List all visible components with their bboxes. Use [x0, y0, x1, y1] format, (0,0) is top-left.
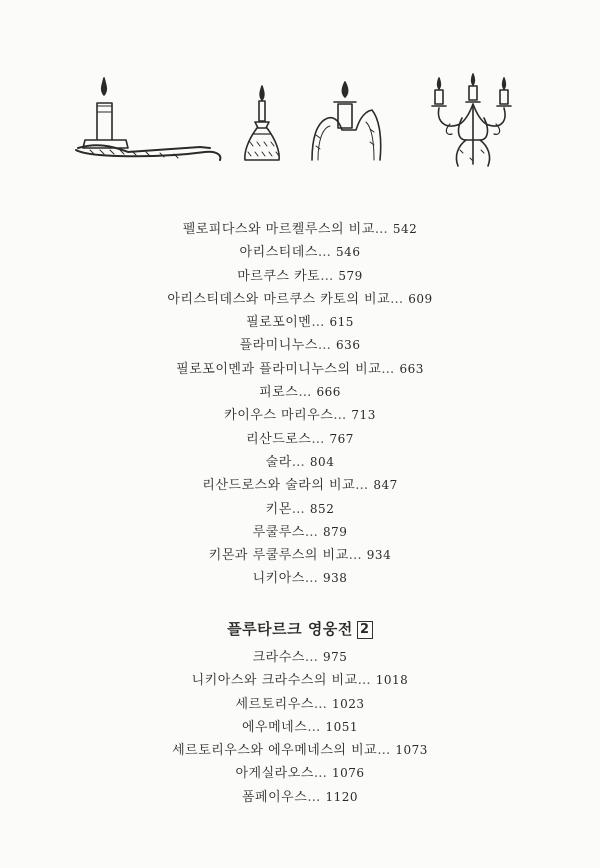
- toc-entry: [0, 451, 600, 474]
- toc-entry-separator: …: [313, 696, 328, 712]
- toc-entry: [0, 567, 600, 590]
- toc-entry-separator: …: [355, 478, 369, 494]
- toc-entry-separator: …: [298, 385, 312, 401]
- toc-entry: [0, 521, 600, 544]
- toc-entry: [0, 334, 600, 357]
- toc-entry: [0, 693, 600, 716]
- toc-entry-separator: …: [304, 571, 319, 587]
- toc-entry: [0, 786, 600, 809]
- toc-entry-title: 니키아스: [252, 571, 305, 587]
- toc-entry: [0, 288, 600, 311]
- candelabra-icon: [432, 74, 511, 166]
- toc-entry-title: 니키아스와 크라수스의 비교: [191, 673, 358, 689]
- toc-entry-title: 키몬과 루쿨루스의 비교: [208, 548, 349, 564]
- toc-entry-separator: …: [307, 719, 321, 735]
- candlesticks-illustration: [0, 0, 600, 200]
- toc-entry-separator: …: [374, 222, 389, 237]
- toc-entry-separator: …: [313, 766, 328, 782]
- toc-entry-title: 키몬: [265, 501, 292, 517]
- toc-entry-page: 609: [408, 291, 433, 306]
- toc-entry-separator: …: [377, 743, 391, 759]
- toc-entry-separator: …: [317, 338, 332, 354]
- toc-entry-page: 804: [309, 454, 335, 469]
- toc-entry-page: 636: [336, 338, 361, 353]
- toc-entry-separator: …: [311, 315, 325, 331]
- toc-entry-page: 938: [322, 571, 348, 586]
- toc-entry-separator: …: [304, 650, 319, 665]
- toc-entry-title: 피로스: [259, 385, 299, 401]
- toc-entry-page: 546: [336, 245, 361, 260]
- toc-entry: [0, 669, 600, 692]
- toc-entry-separator: …: [320, 268, 334, 284]
- volume-title: 플루타르크 영웅전: [227, 620, 353, 638]
- toc-entry-page: 767: [329, 431, 354, 446]
- toc-entry-page: 1051: [325, 719, 358, 734]
- toc-entry: [0, 762, 600, 785]
- toc-entry-separator: …: [390, 291, 404, 307]
- toc-entry: [0, 716, 600, 739]
- toc-entry-page: 1023: [331, 696, 365, 711]
- toc-entry-page: 1120: [325, 789, 358, 804]
- volume-heading: [0, 618, 600, 639]
- toc-entry-title: 세르토리우스: [235, 696, 314, 712]
- toc-entry-title: 에우메네스: [242, 719, 308, 735]
- toc-entry-title: 아리스티데스와 마르쿠스 카토의 비교: [167, 291, 391, 307]
- toc-entry-page: 1076: [331, 766, 365, 781]
- toc-entry: [0, 381, 600, 404]
- toc-entry-page: 579: [338, 268, 363, 283]
- toc-entry-page: 879: [322, 524, 348, 539]
- toc-entry-separator: …: [291, 501, 306, 517]
- toc-entry-page: 934: [366, 548, 392, 563]
- toc-entry-page: 615: [329, 315, 354, 330]
- toc-entry: [0, 311, 600, 334]
- chamberstick-icon: [76, 78, 220, 160]
- toc-entry-title: 필로포이멘: [246, 315, 312, 331]
- toc-entry-separator: …: [307, 789, 321, 805]
- toc-entry-separator: …: [348, 548, 363, 564]
- volume-number-box: 2: [357, 621, 373, 639]
- toc-entry-page: 1018: [375, 673, 409, 688]
- toc-entry-page: 666: [316, 385, 341, 400]
- toc-entry-title: 세르토리우스와 에우메네스의 비교: [172, 743, 378, 759]
- toc-entry-title: 플라미니누스: [239, 338, 318, 354]
- toc-entry-page: 663: [399, 361, 424, 376]
- toc-volume-2: [0, 646, 600, 809]
- toc-entry: [0, 265, 600, 288]
- toc-entry-page: 852: [309, 501, 335, 516]
- toc-entry-title: 리산드로스와 술라의 비교: [202, 478, 356, 494]
- toc-entry-title: 리산드로스: [246, 431, 312, 447]
- toc-entry-separator: …: [333, 408, 347, 424]
- toc-entry: [0, 404, 600, 427]
- toc-entry-page: 542: [392, 222, 418, 236]
- toc-entry-page: 713: [351, 408, 376, 423]
- toc-entry-separator: …: [311, 431, 325, 447]
- toc-entry: [0, 739, 600, 762]
- toc-entry-title: 아리스티데스: [239, 245, 318, 261]
- toc-entry-title: 술라: [265, 454, 292, 470]
- toc-entry: [0, 544, 600, 567]
- toc-entry-page: 975: [322, 650, 348, 664]
- toc-entry-title: 마르쿠스 카토: [237, 268, 321, 284]
- toc-entry: [0, 498, 600, 521]
- toc-entry-page: 847: [373, 478, 398, 493]
- toc-entry-title: 크라수스: [252, 650, 305, 665]
- toc-entry-separator: …: [357, 673, 372, 689]
- toc-entry: [0, 241, 600, 264]
- toc-entry-separator: …: [291, 454, 306, 470]
- toc-entry-title: 아게실라오스: [235, 766, 314, 782]
- toc-entry-title: 펠로피다스와 마르켈루스의 비교: [182, 222, 375, 237]
- toc-entry: [0, 646, 600, 669]
- toc-entry-title: 카이우스 마리우스: [224, 408, 334, 424]
- toc-entry-page: 1073: [395, 743, 428, 758]
- toc-entry: [0, 428, 600, 451]
- toc-volume-1: [0, 218, 600, 591]
- wall-sconce-icon: [312, 82, 381, 160]
- toc-entry-separator: …: [381, 361, 395, 377]
- toc-entry-title: 필로포이멘과 플라미니누스의 비교: [176, 361, 382, 377]
- toc-entry: [0, 218, 600, 241]
- toc-entry-separator: …: [304, 524, 319, 540]
- toc-entry-separator: …: [317, 245, 332, 261]
- toc-entry-title: 루쿨루스: [252, 524, 305, 540]
- bell-candlestick-icon: [245, 86, 279, 160]
- toc-entry: [0, 358, 600, 381]
- toc-entry-title: 폼페이우스: [242, 789, 308, 805]
- toc-entry: [0, 474, 600, 497]
